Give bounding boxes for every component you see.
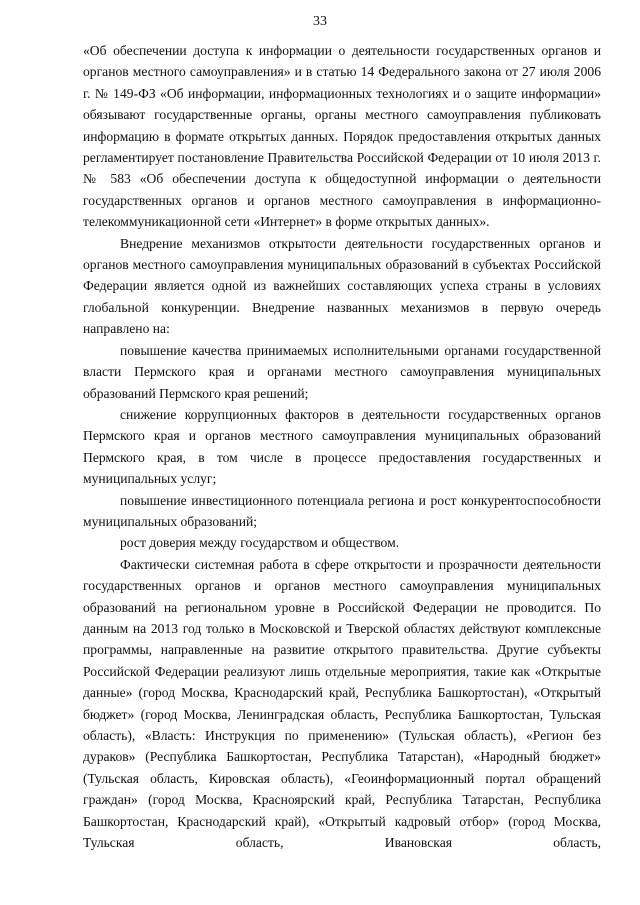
paragraph-openness-mechanisms: Внедрение механизмов открытости деятельности государственных органов и органов местного самоуправления муниципальных образований в субъектах Российской Федерации является одной из важнейших составляющих успеха страны в условиях глобальной конкуренции. Внедрение названных механизмов в первую очередь направлено на:	[83, 235, 601, 337]
list-item-corruption-reduction: снижение коррупционных факторов в деятельности государственных органов Пермского края и органов местного самоуправления муниципальных образований Пермского края, в том числе в процессе предоставления государственных и муниципальных услуг;	[83, 406, 601, 487]
page-number: 33	[313, 14, 327, 29]
list-item-decision-quality: повышение качества принимаемых исполнительными органами государственной власти Пермского края и органами местного самоуправления муниципальных образований Пермского края решений;	[83, 342, 601, 401]
document-body	[83, 40, 601, 853]
paragraph-open-data-law: «Об обеспечении доступа к информации о деятельности государственных органов и органов местного самоуправления» и в статью 14 Федерального закона от 27 июля 2006 г. № 149-ФЗ «Об информации, информационных технологиях и о защите информации» обязывают государственные органы, органы местного самоуправления публиковать информацию в формате открытых данных. Порядок предоставления открытых данных регламентирует постановление Правительства Российской Федерации от 10 июля 2013 г. № 583 «Об обеспечении доступа к общедоступной информации о деятельности государственных органов и органов местного самоуправления в информационно-телекоммуникационной сети «Интернет» в форме открытых данных».	[83, 43, 601, 230]
paragraph-regional-practice: Фактически системная работа в сфере открытости и прозрачности деятельности государственных органов и органов местного самоуправления муниципальных образований на региональном уровне в Российской Федерации не проводится. По данным на 2013 год только в Московской и Тверской областях действуют комплексные программы, направленные на развитие открытого правительства. Другие субъекты Российской Федерации реализуют лишь отдельные мероприятия, такие как «Открытые данные» (город Москва, Краснодарский край, Республика Башкортостан), «Открытый бюджет» (город Москва, Ленинградская область, Республика Башкортостан, Тульская область), «Власть: Инструкция по применению» (Тульская область), «Регион без дураков» (Республика Башкортостан, Республика Татарстан), «Народный бюджет» (Тульская область, Кировская область), «Геоинформационный портал обращений граждан» (город Москва, Красноярский край, Республика Татарстан, Республика Башкортостан, Краснодарский край), «Открытый кадровый отбор» (город Москва, Тульская область, Ивановская область,	[83, 556, 601, 851]
list-item-trust: рост доверия между государством и обществом.	[120, 535, 400, 551]
list-item-investment-potential: повышение инвестиционного потенциала региона и рост конкурентоспособности муниципальных образований;	[83, 492, 601, 529]
